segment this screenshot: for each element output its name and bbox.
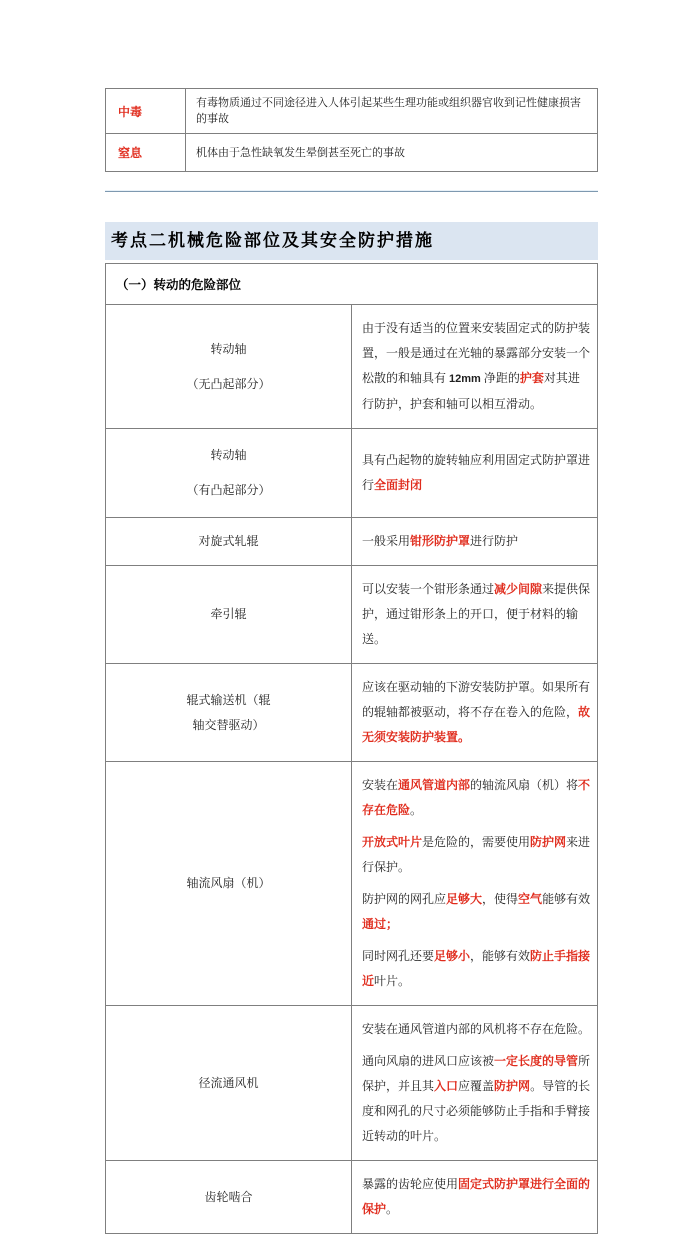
hazard-definitions-body: [106, 89, 598, 172]
part-label-cell: [106, 518, 352, 566]
protection-content-cell: [352, 1006, 598, 1161]
part-label-cell: [106, 762, 352, 1006]
highlight-text: 减少间隙: [494, 582, 543, 596]
content-paragraph: [362, 448, 591, 498]
term-cell: 中毒: [106, 89, 186, 134]
table-row: [106, 762, 598, 1006]
part-label-line: （无凸起部分）: [186, 376, 271, 391]
part-label-line: 转动轴: [210, 448, 247, 462]
part-label-line: 轴流风扇（机）: [186, 876, 271, 890]
table-row: [106, 429, 598, 518]
body-text: ，能够有效: [470, 949, 531, 963]
body-text: 能够有效: [542, 892, 591, 906]
body-text: 的轴流风扇（机）将: [470, 778, 579, 792]
highlight-text: 防护网: [530, 835, 567, 849]
content-paragraph: [362, 773, 591, 823]
danger-parts-head: [106, 264, 598, 305]
part-label-cell: [106, 305, 352, 429]
body-text: 同时网孔还要: [362, 949, 435, 963]
body-text: 叶片。: [374, 974, 411, 988]
protection-content-cell: [352, 1161, 598, 1234]
content-paragraph: [362, 577, 591, 652]
section-divider: [105, 190, 598, 192]
table-header-row: [106, 264, 598, 305]
part-label-cell: [106, 1006, 352, 1161]
table-header: （一）转动的危险部位: [106, 264, 598, 305]
part-label-line: 径流通风机: [198, 1075, 259, 1090]
body-text: 12mm: [449, 373, 481, 385]
part-label-cell: [106, 429, 352, 518]
content-paragraph: [362, 944, 591, 994]
highlight-text: 通过；: [362, 917, 399, 931]
content-paragraph: [362, 1172, 591, 1222]
definition-row: [106, 134, 598, 172]
body-text: 对其进行防护，护套和轴可以相互滑动。: [362, 371, 580, 411]
part-label-cell: [106, 664, 352, 762]
danger-parts-body: [106, 305, 598, 1234]
protection-content-cell: [352, 305, 598, 429]
part-label-cell: [106, 566, 352, 664]
content-paragraph: [362, 830, 591, 880]
body-text: 。: [410, 803, 423, 817]
body-text: 应该在驱动轴的下游安装防护罩。如果所有的辊轴都被驱动，将不存在卷入的危险，: [362, 680, 591, 719]
content-paragraph: [362, 529, 591, 554]
protection-content-cell: [352, 429, 598, 518]
body-text: 来提供保护，通过钳形条上的开口，便于材料的输送。: [362, 582, 591, 646]
protection-content-cell: [352, 762, 598, 1006]
body-text: 进行防护: [470, 534, 519, 548]
highlight-text: 防护网: [494, 1079, 531, 1093]
part-label-line: 轴交替驱动）: [192, 717, 265, 732]
definition-cell: 机体由于急性缺氧发生晕倒甚至死亡的事故: [186, 134, 598, 172]
section-heading: 考点二机械危险部位及其安全防护措施: [105, 222, 598, 260]
highlight-text: 足够大: [446, 892, 483, 906]
table-row: [106, 305, 598, 429]
body-text: 应覆盖: [458, 1079, 495, 1093]
highlight-text: 空气: [518, 892, 543, 906]
content-paragraph: [362, 1017, 591, 1042]
body-text: 是危险的，需要使用: [422, 835, 531, 849]
part-label-line: （有凸起部分）: [186, 483, 271, 497]
body-text: 具有凸起物的旋转轴应利用固定式防护罩进行: [362, 453, 591, 492]
definition-cell: 有毒物质通过不同途径进入人体引起某些生理功能或组织器官收到记性健康损害的事故: [186, 89, 598, 134]
highlight-text: 故无须安装防护装置。: [362, 705, 591, 744]
part-label-line: 对旋式轧辊: [198, 534, 259, 548]
table-row: [106, 664, 598, 762]
highlight-text: 防止手指接近: [362, 949, 591, 988]
body-text: 。导管的长度和网孔的尺寸必须能够防止手指和手臂接近转动的叶片。: [362, 1079, 591, 1143]
highlight-text: 全面封闭: [374, 478, 423, 492]
protection-content-cell: [352, 566, 598, 664]
highlight-text: 钳形防护罩: [410, 534, 471, 548]
body-text: 防护网的网孔应: [362, 892, 447, 906]
body-text: 来进行保护。: [362, 835, 591, 874]
highlight-text: 护套: [519, 371, 544, 385]
highlight-text: 不存在危险: [362, 778, 591, 817]
body-text: 一般采用: [362, 534, 411, 548]
part-label-cell: [106, 1161, 352, 1234]
highlight-text: 开放式叶片: [362, 835, 423, 849]
highlight-text: 一定长度的导管: [494, 1054, 579, 1068]
body-text: 安装在通风管道内部的风机将不存在危险。: [362, 1022, 591, 1036]
body-text: 安装在: [362, 778, 399, 792]
highlight-text: 入口: [434, 1079, 459, 1093]
body-text: 可以安装一个钳形条通过: [362, 582, 495, 596]
definition-row: [106, 89, 598, 134]
body-text: 净距的: [480, 371, 520, 385]
highlight-text: 固定式防护罩进行全面的保护: [362, 1177, 591, 1216]
table-row: [106, 1161, 598, 1234]
body-text: 由于没有适当的位置来安装固定式的防护装置，一般是通过在光轴的暴露部分安装一个松散的和轴具有: [362, 321, 591, 385]
body-text: 通向风扇的进风口应该被: [362, 1054, 495, 1068]
content-paragraph: [362, 675, 591, 750]
part-label-line: 齿轮啮合: [204, 1189, 253, 1204]
table-row: [106, 518, 598, 566]
body-text: 。: [386, 1202, 399, 1216]
content-paragraph: [362, 887, 591, 937]
danger-parts-table: [105, 263, 598, 1234]
hazard-definitions-table: [105, 88, 598, 172]
part-label-line: 牵引辊: [210, 607, 247, 621]
body-text: 所保护，并且其: [362, 1054, 591, 1093]
content-paragraph: [362, 316, 591, 417]
table-row: [106, 566, 598, 664]
highlight-text: 通风管道内部: [398, 778, 471, 792]
protection-content-cell: [352, 518, 598, 566]
highlight-text: 足够小: [434, 949, 471, 963]
protection-content-cell: [352, 664, 598, 762]
part-label-line: 辊式输送机（辊: [186, 692, 271, 707]
term-cell: 窒息: [106, 134, 186, 172]
body-text: ，使得: [482, 892, 519, 906]
content-paragraph: [362, 1049, 591, 1149]
table-row: [106, 1006, 598, 1161]
part-label-line: 转动轴: [210, 341, 247, 356]
body-text: 暴露的齿轮应使用: [362, 1177, 459, 1191]
